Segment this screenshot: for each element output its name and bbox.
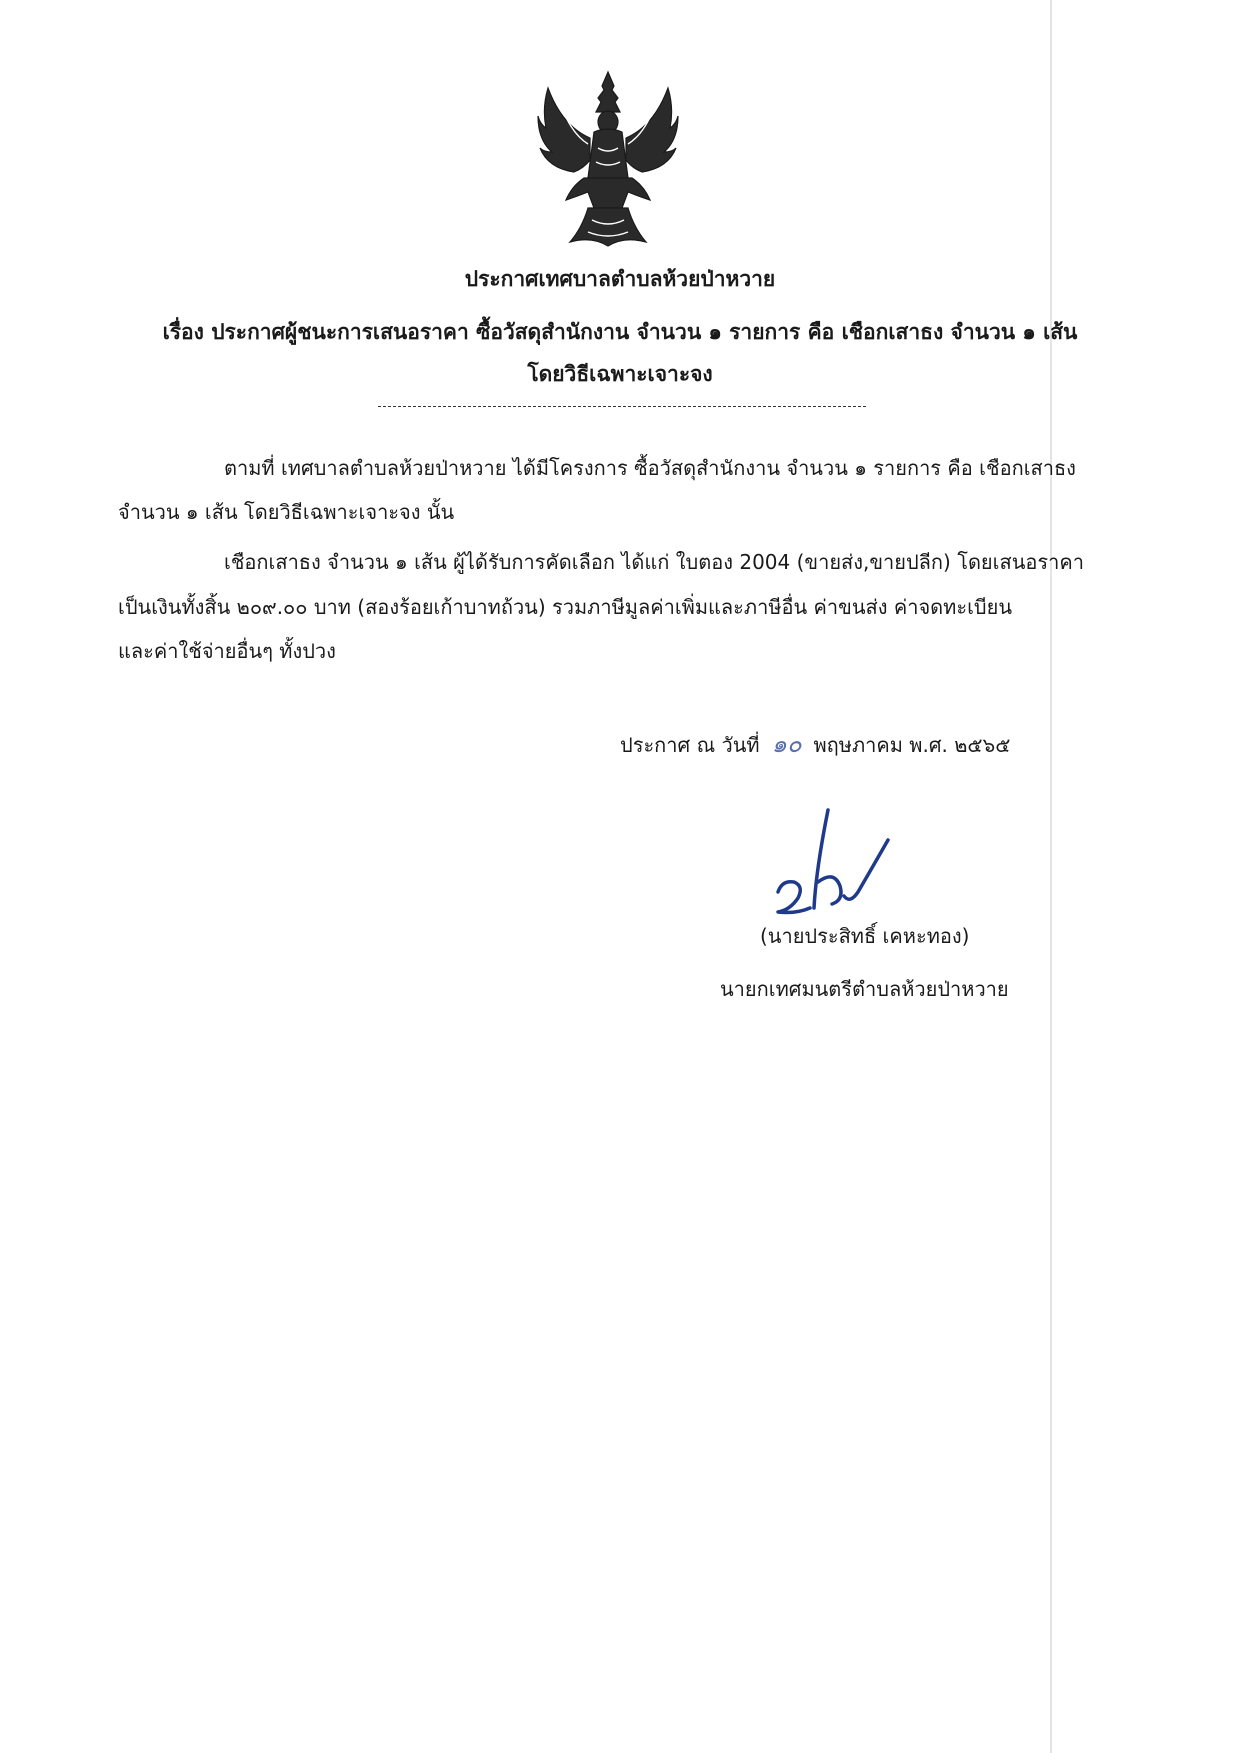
paragraph-2-line-2: เป็นเงินทั้งสิ้น ๒๐๙.๐๐ บาท (สองร้อยเก้าบาทถ้วน) รวมภาษีมูลค่าเพิ่มและภาษีอื่น ค่าขนส่ง ค่าจดทะเบียน <box>118 595 1012 619</box>
date-prefix: ประกาศ ณ วันที่ <box>620 733 760 757</box>
paragraph-1-line-2: จำนวน ๑ เส้น โดยวิธีเฉพาะเจาะจง นั้น <box>118 500 455 524</box>
signatory-title: นายกเทศมนตรีตำบลห้วยป่าหวาย <box>720 977 1009 1001</box>
announcement-subject: เรื่อง ประกาศผู้ชนะการเสนอราคา ซื้อวัสดุสำนักงาน จำนวน ๑ รายการ คือ เชือกเสาธง จำนวน ๑ เส้น <box>162 320 1078 344</box>
paragraph-2-line-3: และค่าใช้จ่ายอื่นๆ ทั้งปวง <box>118 639 336 663</box>
date-month-year: พฤษภาคม พ.ศ. ๒๕๖๕ <box>813 733 1011 757</box>
title-divider <box>378 406 866 407</box>
paragraph-2-line-1: เชือกเสาธง จำนวน ๑ เส้น ผู้ได้รับการคัดเลือก ได้แก่ ใบตอง 2004 (ขายส่ง,ขายปลีก) โดยเสนอราคา <box>224 550 1084 574</box>
garuda-emblem-icon <box>532 68 684 250</box>
handwritten-signature-icon <box>770 800 910 920</box>
announcement-agency-title: ประกาศเทศบาลตำบลห้วยป่าหวาย <box>464 267 776 291</box>
date-day-handwritten: ๑๐ <box>771 730 802 758</box>
procurement-method: โดยวิธีเฉพาะเจาะจง <box>527 362 713 386</box>
announcement-date <box>620 724 1010 763</box>
signatory-name: (นายประสิทธิ์ เคหะทอง) <box>760 924 970 948</box>
paragraph-1-line-1: ตามที่ เทศบาลตำบลห้วยป่าหวาย ได้มีโครงการ ซื้อวัสดุสำนักงาน จำนวน ๑ รายการ คือ เชือกเสาธง <box>224 456 1076 480</box>
